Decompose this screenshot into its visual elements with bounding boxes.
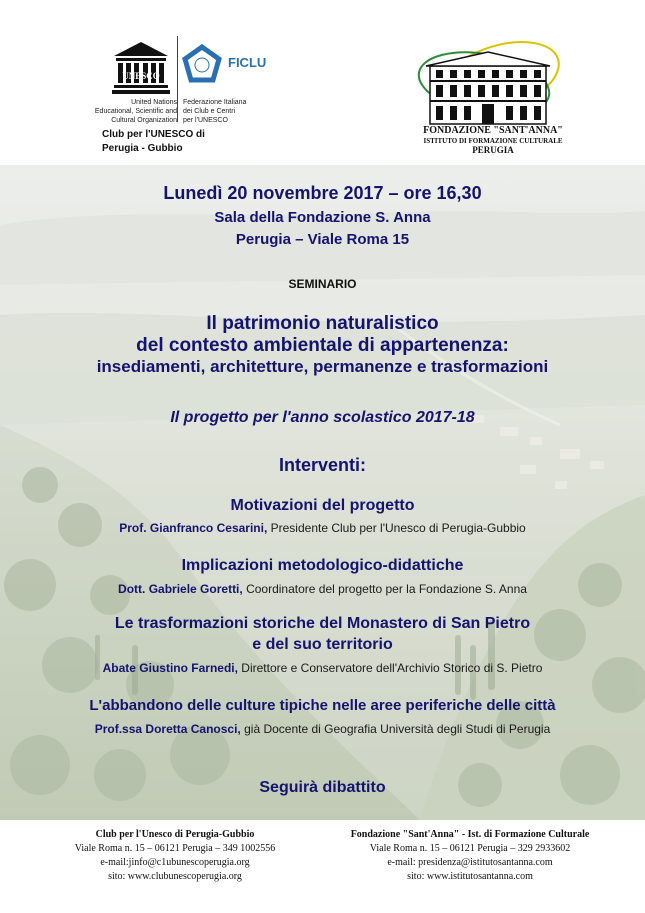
interventi-heading: Interventi:: [278, 455, 366, 475]
ficlu-pentagon-icon: [182, 44, 222, 84]
talk-1-speaker: Prof. Gianfranco Cesarini, Presidente Club per l'Unesco di Perugia-Gubbio: [119, 521, 526, 535]
talk-2-title: Implicazioni metodologico-didattiche: [181, 557, 464, 574]
footer-club-title: Club per l'Unesco di Perugia-Gubbio: [95, 829, 255, 840]
seminar-title-line-2: del contesto ambientale di appartenenza:: [136, 335, 509, 356]
club-name: Club per l'UNESCO di Perugia - Gubbio: [102, 129, 205, 154]
footer-fondazione-site[interactable]: sito: www.istitutosantanna.com: [407, 871, 533, 882]
svg-text:UNESCO: UNESCO: [122, 71, 160, 81]
footer: [0, 820, 645, 913]
seminar-title-line-3: insediamenti, architetture, permanenze e trasformazioni: [96, 357, 549, 376]
talk-1-title: Motivazioni del progetto: [230, 497, 415, 514]
footer-fondazione-email[interactable]: e-mail: presidenza@istitutosantanna.com: [387, 857, 553, 868]
poster-content: [0, 165, 645, 820]
talk-3-title-line-1: Le trasformazioni storiche del Monastero di San Pietro: [114, 615, 531, 632]
event-address: Perugia – Viale Roma 15: [235, 231, 410, 248]
talk-3-title-line-2: e del suo territorio: [252, 636, 393, 653]
seminar-title-line-1: Il patrimonio naturalistico: [206, 313, 439, 334]
talk-4-title: L'abbandono delle culture tipiche nelle aree periferiche delle città: [89, 697, 556, 714]
footer-fondazione-contacts: [320, 828, 620, 884]
fondazione-name: FONDAZIONE "SANT'ANNA": [423, 125, 563, 136]
fondazione-subtitle: ISTITUTO DI FORMAZIONE CULTURALE: [423, 137, 563, 145]
project-subtitle: Il progetto per l'anno scolastico 2017-18: [170, 409, 475, 426]
header: [0, 0, 645, 170]
ficlu-name: FICLU: [228, 55, 267, 70]
footer-fondazione-address: Viale Roma n. 15 – 06121 Perugia – 329 2933602: [369, 843, 571, 854]
fondazione-building-logo: [404, 40, 580, 130]
event-date: Lunedì 20 novembre 2017 – ore 16,30: [163, 183, 482, 203]
unesco-caption: United Nations Educational, Scientific and Cultural Organization: [94, 99, 177, 124]
ficlu-caption: Federazione Italiana dei Club e Centri per l'UNESCO: [183, 99, 247, 124]
footer-club-site[interactable]: sito: www.clubunescoperugia.org: [108, 871, 242, 882]
event-venue: Sala della Fondazione S. Anna: [214, 209, 431, 226]
fondazione-city: PERUGIA: [472, 145, 514, 155]
header-divider: [177, 36, 178, 122]
footer-club-contacts: [40, 828, 310, 884]
talk-4-speaker: Prof.ssa Doretta Canosci, già Docente di Geografia Università degli Studi di Perugia: [94, 722, 551, 736]
footer-fondazione-title: Fondazione "Sant'Anna" - Ist. di Formazione Culturale: [350, 829, 590, 840]
closing-note: Seguirà dibattito: [259, 779, 386, 796]
footer-club-address: Viale Roma n. 15 – 06121 Perugia – 349 1002556: [74, 843, 276, 854]
footer-club-email[interactable]: e-mail:jinfo@c1ubunescoperugia.org: [100, 857, 250, 868]
talk-2-speaker: Dott. Gabriele Goretti, Coordinatore del progetto per la Fondazione S. Anna: [118, 582, 527, 596]
event-type: SEMINARIO: [288, 277, 357, 291]
talk-3-speaker: Abate Giustino Farnedi, Direttore e Conservatore dell'Archivio Storico di S. Pietro: [102, 661, 543, 675]
unesco-temple-icon: [112, 40, 170, 96]
